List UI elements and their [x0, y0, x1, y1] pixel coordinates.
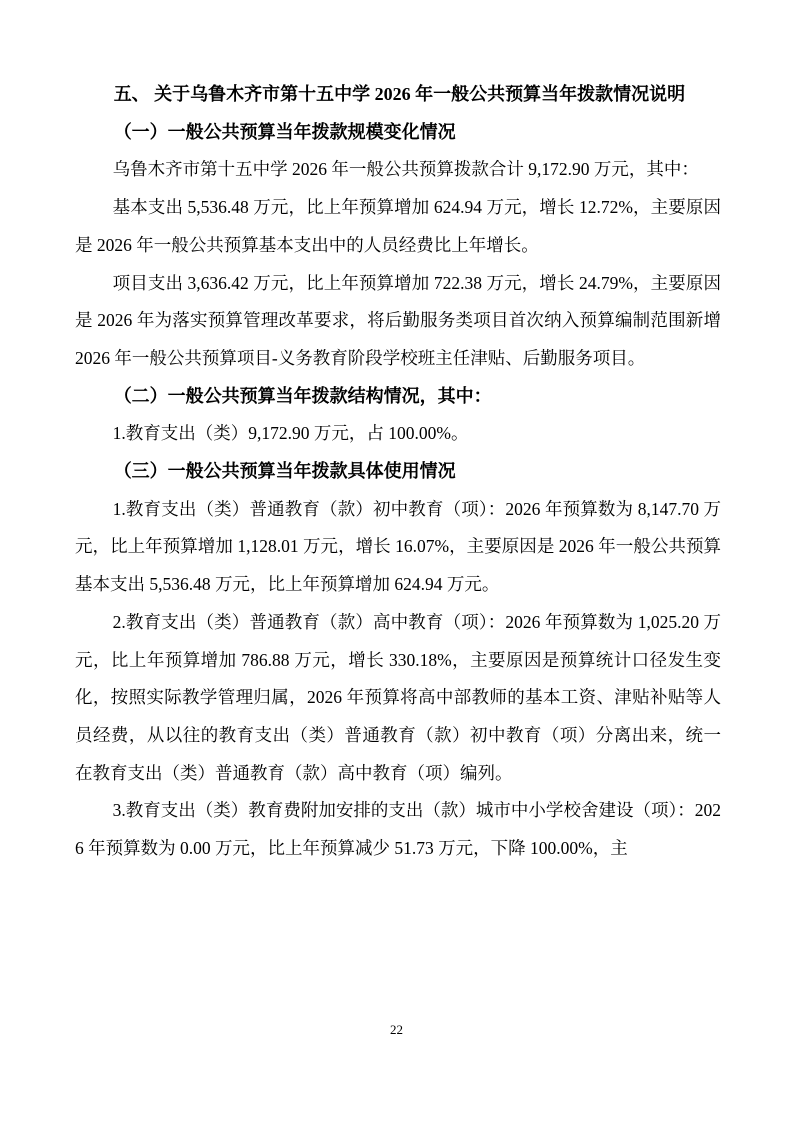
paragraph-basic-expenditure: 基本支出 5,536.48 万元，比上年预算增加 624.94 万元，增长 12.72%，主要原因是 2026 年一般公共预算基本支出中的人员经费比上年增长。 — [75, 197, 721, 255]
page-number: 22 — [390, 1022, 403, 1037]
paragraph-project-expenditure: 项目支出 3,636.42 万元，比上年预算增加 722.38 万元，增长 24.79%，主要原因是 2026 年为落实预算管理改革要求，将后勤服务类项目首次纳入预算编制范围新增 2026 年一般公共预算项目-义务教育阶段学校班主任津贴、后勤服务项目。 — [75, 272, 721, 368]
document-body — [75, 76, 721, 868]
paragraph-total-allocation: 乌鲁木齐市第十五中学 2026 年一般公共预算拨款合计 9,172.90 万元，其中： — [112, 159, 699, 180]
section-heading: 五、 关于乌鲁木齐市第十五中学 2026 年一般公共预算当年拨款情况说明 — [113, 84, 686, 104]
paragraph-education-structure: 1.教育支出（类）9,172.90 万元，占 100.00%。 — [112, 423, 469, 444]
paragraph-junior-education: 1.教育支出（类）普通教育（款）初中教育（项）：2026 年预算数为 8,147.70 万元，比上年预算增加 1,128.01 万元，增长 16.07%，主要原因是 2026 年一般公共预算基本支出 5,536.48 万元，比上年预算增加 624.94 万元。 — [75, 498, 721, 595]
subsection-heading-3: （三）一般公共预算当年拨款具体使用情况 — [113, 461, 456, 482]
subsection-heading-2: （二）一般公共预算当年拨款结构情况，其中： — [113, 385, 492, 406]
subsection-heading-1: （一）一般公共预算当年拨款规模变化情况 — [113, 121, 456, 142]
paragraph-school-building: 3.教育支出（类）教育费附加安排的支出（款）城市中小学校舍建设（项）：2026 年预算数为 0.00 万元，比上年预算减少 51.73 万元，下降 100.00%，主 — [75, 800, 721, 859]
paragraph-senior-education: 2.教育支出（类）普通教育（款）高中教育（项）：2026 年预算数为 1,025.20 万元，比上年预算增加 786.88 万元，增长 330.18%，主要原因是预算统计口径发生变化，按照实际教学管理归属，2026 年预算将高中部教师的基本工资、津贴补贴等人员经费，从以往的教育支出（类）普通教育（款）初中教育（项）分离出来，统一在教育支出（类）普通教育（款）高中教育（项）编列。 — [75, 611, 721, 783]
